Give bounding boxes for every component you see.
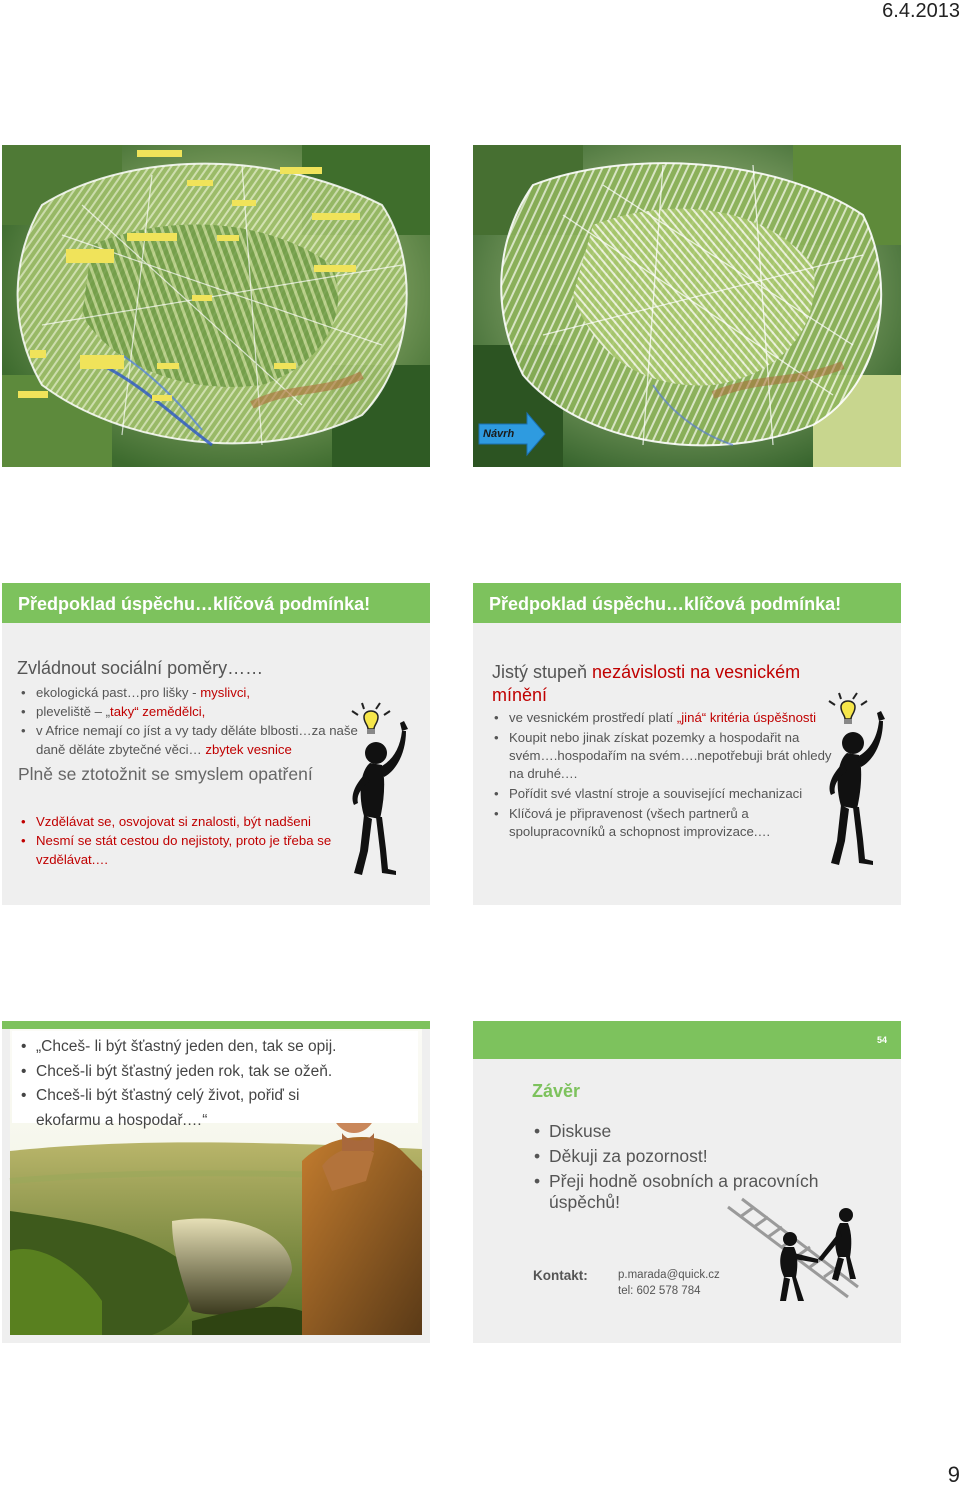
list-item: • „Chceš- li být šťastný jeden den, tak se opij.: [20, 1035, 350, 1060]
conclusion-title: Závěr: [532, 1081, 581, 1101]
slide-aerial-map-labeled: [2, 145, 430, 467]
contact-label: Kontakt:: [533, 1268, 588, 1283]
bullet-list-social: [20, 683, 370, 759]
slide-social-conditions: [2, 583, 430, 905]
list-item: • Přeji hodně osobních a pracovních úspěchů!: [533, 1171, 853, 1212]
slide-header: Předpoklad úspěchu…klíčová podmínka!: [2, 583, 430, 623]
bullet-list-independence: [493, 709, 833, 841]
list-item: • Chceš-li být šťastný jeden rok, tak se ožeň.: [20, 1060, 350, 1085]
list-item: • ekologická past…pro lišky - myslivci,: [20, 683, 370, 702]
heading-social: Zvládnout sociální poměry……: [17, 658, 264, 678]
list-item: • Chceš-li být šťastný celý život, pořiď si ekofarmu a hospodař.…“: [20, 1084, 350, 1133]
list-item: • Pořídit své vlastní stroje a související mechanizaci: [493, 785, 833, 803]
contact-email: p.marada@quick.cz: [618, 1269, 720, 1281]
slide-happiness-quote: [2, 1021, 430, 1343]
list-item: • Koupit nebo jinak získat pozemky a hospodařit na svém….hospodařím na svém….nepotřebuji brát ohledy na druhé.…: [493, 729, 833, 783]
slide-conclusion: [473, 1021, 901, 1343]
slide-independence: [473, 583, 901, 905]
list-item: • Diskuse: [533, 1121, 853, 1142]
thinking-figure-icon: [350, 701, 420, 881]
list-item: • v Africe nemají co jíst a vy tady děláte blbosti…za naše daně děláte zbytečné věci… zbytek vesnice: [20, 721, 370, 759]
aerial-map-image: [473, 145, 901, 467]
heading-identify: Plně se ztotožnit se smyslem opatření: [18, 764, 313, 784]
handshake-figures-icon: [718, 1197, 868, 1307]
heading-independence: Jistý stupeň nezávislosti na vesnickém mínění: [492, 662, 801, 705]
print-date: 6.4.2013: [882, 0, 960, 22]
list-item: • pleveliště – „taky“ zemědělci,: [20, 702, 370, 721]
slide-header: Předpoklad úspěchu…klíčová podmínka!: [473, 583, 901, 623]
list-item: • Vzdělávat se, osvojovat si znalosti, být nadšeni: [20, 812, 360, 831]
page-number: 9: [947, 1462, 960, 1487]
slide-number: 54: [876, 1035, 887, 1045]
thinking-figure-icon: [827, 691, 897, 871]
aerial-map-image: [2, 145, 430, 467]
contact-phone: tel: 602 578 784: [618, 1285, 701, 1297]
slide-aerial-map-proposal: [473, 145, 901, 467]
quote-list: [20, 1035, 350, 1133]
list-item: • Klíčová je připravenost (všech partnerů a spolupracovníků a schopnost improvizace.…: [493, 805, 833, 841]
list-item: • Děkuji za pozornost!: [533, 1146, 853, 1167]
bullet-list-education: [20, 812, 360, 869]
arrow-label: Návrh: [483, 428, 515, 440]
list-item: • Nesmí se stát cestou do nejistoty, proto je třeba se vzdělávat.…: [20, 831, 360, 869]
list-item: • ve vesnickém prostředí platí „jiná“ kritéria úspěšnosti: [493, 709, 833, 727]
